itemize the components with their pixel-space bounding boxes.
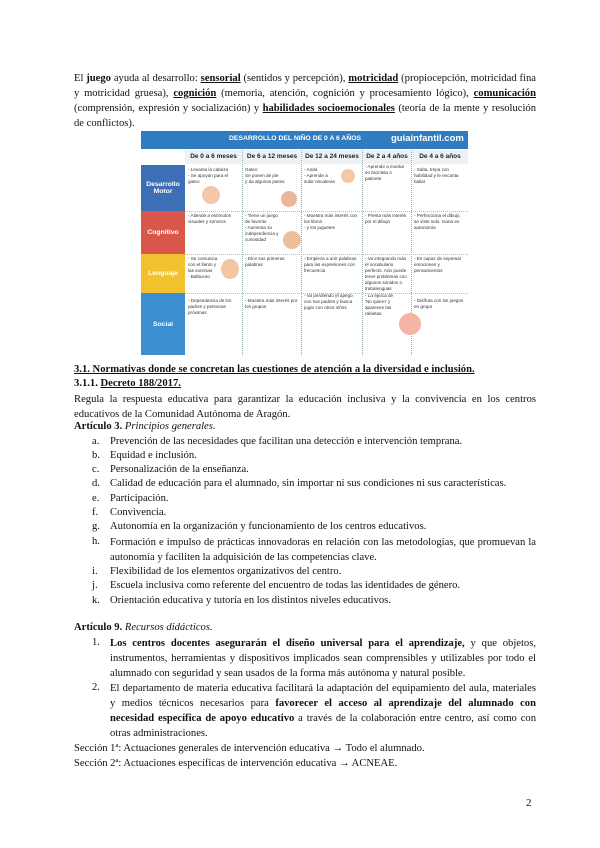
term-sensorial: sensorial [200, 73, 241, 84]
list-item: Participación. [110, 493, 169, 504]
infographic-header [141, 131, 468, 149]
list-marker: h. [92, 536, 100, 547]
cell-motor-1: Gateo Se ponen de pie y da algunos pasos [245, 167, 285, 184]
baby-illustration [399, 313, 421, 335]
list-marker: g. [92, 521, 100, 532]
list-item: Formación e impulso de prácticas innovadoras en relación con las metodologías, que promuevan la autonomía y faciliten la adquisición de las competencias clave. [110, 537, 536, 563]
baby-illustration [221, 259, 239, 279]
row-divider [185, 211, 468, 212]
articulo-9-heading: Artículo 9. Recursos didácticos. [74, 622, 213, 633]
list-marker: f. [92, 507, 99, 518]
list-item: Convivencia. [110, 507, 167, 518]
list-item: El departamento de materia educativa facilitará la adaptación del equipamiento del aula, materiales y medios técnicos necesarios para favorecer el acceso al aprendizaje del alumnado con necesidad específica de apoyo educativo a través de la colaboración entre centro, así como con otras administraciones. [110, 683, 536, 739]
cell-social-0: - Dependencia de los padres y personas próximas [188, 298, 232, 315]
col-header-1: De 6 a 12 meses [243, 150, 301, 164]
cell-cognitivo-4: - Perfecciona el dibujo, se viste solo. Gana en autonomía [414, 213, 461, 230]
infographic-brand: guiainfantil.com [391, 133, 464, 144]
list-marker: c. [92, 464, 100, 475]
cell-lenguaje-4: - Es capaz de expresar emociones y pensamientos [414, 256, 462, 273]
term-habilidades: habilidades socioemocionales [262, 103, 395, 114]
cell-social-3: - La época de 'No quiero' y aparecen las rabietas [365, 293, 394, 316]
list-item: Los centros docentes asegurarán el diseño universal para el aprendizaje, y que objetos, instrumentos, herramientas y dispositivos implicados sean comprensibles y utilizables por todo el alumnado con seguridad y sean usados de la forma más autónoma y natural posible. [110, 638, 536, 679]
col-header-3: De 2 a 4 años [363, 150, 411, 164]
articulo-3-heading: Artículo 3. Principios generales. [74, 421, 216, 432]
cell-social-1: - Muestra más interés por los grupos [245, 298, 298, 309]
term-motricidad: motricidad [348, 73, 399, 84]
row-label-social: Social [141, 293, 185, 355]
row-label-cognitivo: Cognitivo [141, 211, 185, 254]
decreto-description: Regula la respuesta educativa para garantizar la educación inclusiva y la convivencia en los centros educativos de la Comunidad Autónoma de Aragón. [74, 394, 536, 420]
list-item: Flexibilidad de los elementos organizativos del centro. [110, 566, 342, 577]
baby-illustration [202, 186, 220, 204]
col-divider [242, 150, 243, 355]
cell-motor-2: - Anda - Aprende a subir escaleras [304, 167, 335, 184]
cell-social-2: - Va perdiendo el apego con sus padres y busca jugar con otros niños [304, 293, 353, 310]
term-juego: juego [86, 73, 111, 84]
cell-motor-4: - Salta, trepa con habilidad y le encanta bailar [414, 167, 459, 184]
section-3-1-1-heading: 3.1.1. Decreto 188/2017. [74, 378, 181, 389]
list-marker: k. [92, 595, 100, 606]
baby-illustration [341, 169, 355, 183]
cell-cognitivo-0: - Atiende a estímulos visuales y sonoros [188, 213, 231, 224]
row-label-motor: Desarrollo Motor [141, 165, 185, 211]
list-item: Escuela inclusiva como referente del encuentro de todas las identidades de género. [110, 580, 461, 591]
list-marker: i. [92, 566, 98, 577]
row-label-lenguaje: Lenguaje [141, 254, 185, 293]
cell-lenguaje-1: - Dice sus primeras palabras [245, 256, 285, 267]
development-infographic [141, 131, 468, 355]
list-marker: 1. [92, 637, 100, 648]
col-header-4: De 4 a 6 años [412, 150, 468, 164]
list-item: Orientación educativa y tutoría en los distintos niveles educativos. [110, 595, 391, 606]
list-marker: d. [92, 478, 100, 489]
cell-lenguaje-2: - Empieza a unir palabras para las expresiones con frecuencia [304, 256, 357, 273]
col-divider [301, 150, 302, 355]
seccion-2-line: Sección 2ª: Actuaciones específicas de intervención educativa → ACNEAE. [74, 758, 398, 769]
cell-motor-0: - Levanta la cabeza - Se apoyan para el gateo [188, 167, 229, 184]
list-item: Equidad e inclusión. [110, 450, 197, 461]
list-item: Prevención de las necesidades que facilitan una detección e intervención temprana. [110, 436, 463, 447]
col-header-0: De 0 a 6 meses [185, 150, 242, 164]
list-marker: a. [92, 436, 100, 447]
cell-lenguaje-0: - Se comunica con el llanto y las sonrisas - Balbuceo [188, 256, 218, 279]
list-item: Calidad de educación para el alumnado, sin importar ni sus condiciones ni sus características. [110, 478, 507, 489]
term-comunicacion: comunicación [473, 88, 536, 99]
list-item: Autonomía en la organización y funcionamiento de los centros educativos. [110, 521, 427, 532]
cell-motor-3: - Aprende a montar en bicicleta o patinete [365, 164, 405, 181]
list-item: Personalización de la enseñanza. [110, 464, 249, 475]
seccion-1-line: Sección 1ª: Actuaciones generales de intervención educativa → Todo el alumnado. [74, 743, 425, 754]
list-marker: 2. [92, 682, 100, 693]
list-marker: e. [92, 493, 100, 504]
cell-cognitivo-1: - Tiene un juego de favorito - Aumenta su independencia y curiosidad [245, 213, 279, 242]
infographic-title: DESARROLLO DEL NIÑO DE 0 A 6 AÑOS [229, 135, 362, 142]
list-marker: b. [92, 450, 100, 461]
term-cognicion: cognición [173, 88, 217, 99]
row-divider [185, 254, 468, 255]
list-marker: j. [92, 580, 98, 591]
baby-illustration [281, 191, 297, 207]
col-header-2: De 12 a 24 meses [302, 150, 362, 164]
cell-cognitivo-2: - Muestra más interés con los libros - y los juguetes [304, 213, 358, 230]
col-divider [362, 150, 363, 355]
cell-social-4: - Disfruta con los juegos en grupo [414, 298, 464, 309]
section-3-1-heading: 3.1. Normativas donde se concretan las cuestiones de atención a la diversidad e inclusión. [74, 364, 475, 375]
page-number: 2 [526, 797, 532, 809]
intro-paragraph: El juego ayuda al desarrollo: sensorial (sentidos y percepción), motricidad (propiocepción, motricidad fina y motricidad gruesa), cognición (memoria, atención, cognición y procesamiento lógico), comunicación (comprensión, expresión y socialización) y habilidades socioemocionales (teoría de la mente y resolución de conflictos). [74, 73, 536, 129]
cell-lenguaje-3: - Va integrando más el vocabulario perfecto. Aún puede tener problemas con algunos sonidos o trabalenguas [365, 256, 407, 291]
cell-cognitivo-3: - Presta más interés por el dibujo [365, 213, 407, 224]
baby-illustration [283, 231, 301, 249]
